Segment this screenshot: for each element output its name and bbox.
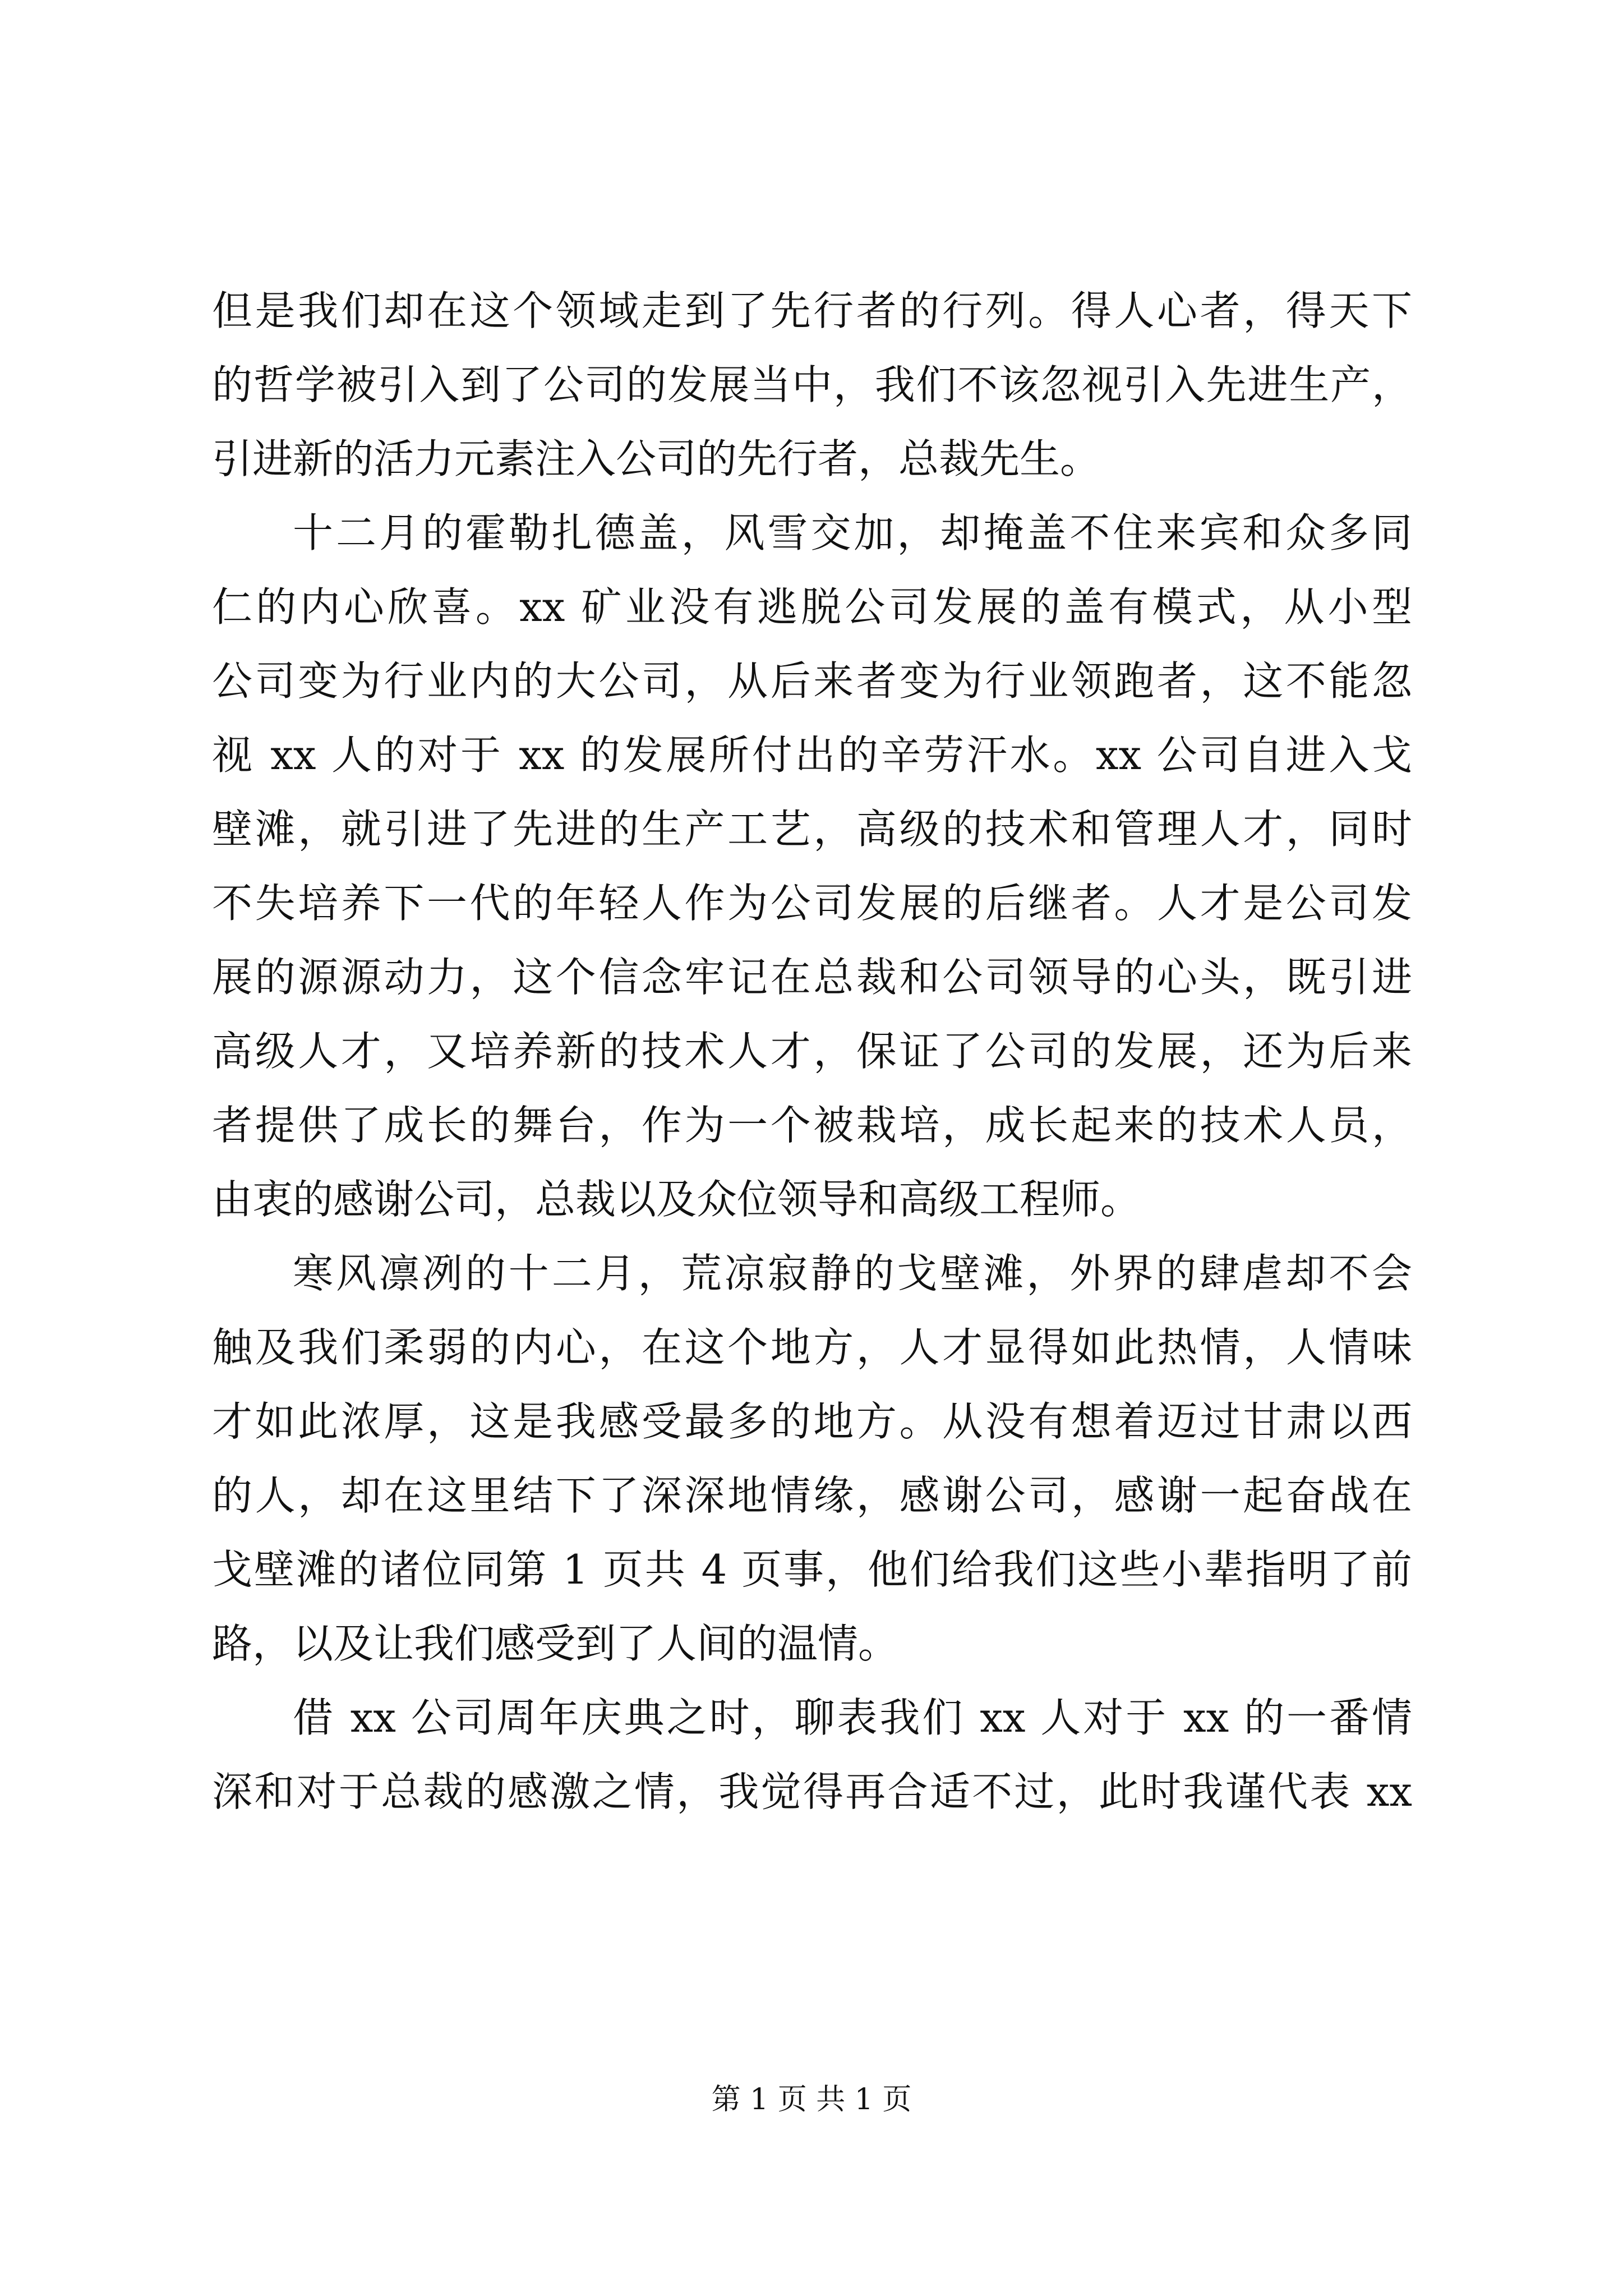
text-line: 的人，却在这里结下了深深地情缘，感谢公司，感谢一起奋战在 xyxy=(212,1472,1412,1519)
paragraph xyxy=(212,1236,1412,1681)
text-line: 才如此浓厚，这是我感受最多的地方。从没有想着迈过甘肃以西 xyxy=(212,1398,1412,1445)
paragraph xyxy=(212,274,1412,496)
text-line: 触及我们柔弱的内心，在这个地方，人才显得如此热情，人情味 xyxy=(212,1324,1412,1371)
document-body xyxy=(212,274,1412,1829)
text-line: 仁的内心欣喜。xx 矿业没有逃脱公司发展的盖有模式，从小型 xyxy=(212,583,1412,631)
text-line: 但是我们却在这个领域走到了先行者的行列。得人心者，得天下 xyxy=(212,287,1412,334)
text-line: 视 xx 人的对于 xx 的发展所付出的辛劳汗水。xx 公司自进入戈 xyxy=(212,731,1412,779)
text-line: 戈壁滩的诸位同第 1 页共 4 页事，他们给我们这些小辈指明了前 xyxy=(212,1546,1412,1593)
text-line: 深和对于总裁的感激之情，我觉得再合适不过，此时我谨代表 xx xyxy=(212,1768,1412,1815)
page-number-label: 第 1 页 共 1 页 xyxy=(711,2083,912,2116)
page-footer xyxy=(0,2080,1623,2119)
text-line: 引进新的活力元素注入公司的先行者，总裁先生。 xyxy=(212,435,1101,482)
text-line: 寒风凛冽的十二月，荒凉寂静的戈壁滩，外界的肆虐却不会 xyxy=(293,1250,1412,1297)
text-line: 公司变为行业内的大公司，从后来者变为行业领跑者，这不能忽 xyxy=(212,657,1412,705)
text-line: 不失培养下一代的年轻人作为公司发展的后继者。人才是公司发 xyxy=(212,880,1412,927)
text-line: 由衷的感谢公司，总裁以及众位领导和高级工程师。 xyxy=(212,1176,1141,1223)
text-line: 的哲学被引入到了公司的发展当中，我们不该忽视引入先进生产， xyxy=(212,361,1412,408)
paragraph xyxy=(212,496,1412,1236)
text-line: 者提供了成长的舞台，作为一个被栽培，成长起来的技术人员， xyxy=(212,1102,1412,1149)
text-line: 十二月的霍勒扎德盖，风雪交加，却掩盖不住来宾和众多同 xyxy=(293,509,1412,556)
text-line: 壁滩，就引进了先进的生产工艺，高级的技术和管理人才，同时 xyxy=(212,806,1412,853)
text-line: 路，以及让我们感受到了人间的温情。 xyxy=(212,1620,899,1667)
paragraph xyxy=(212,1681,1412,1829)
text-line: 高级人才，又培养新的技术人才，保证了公司的发展，还为后来 xyxy=(212,1028,1412,1075)
text-line: 借 xx 公司周年庆典之时，聊表我们 xx 人对于 xx 的一番情 xyxy=(293,1694,1412,1741)
text-line: 展的源源动力，这个信念牢记在总裁和公司领导的心头，既引进 xyxy=(212,954,1412,1001)
